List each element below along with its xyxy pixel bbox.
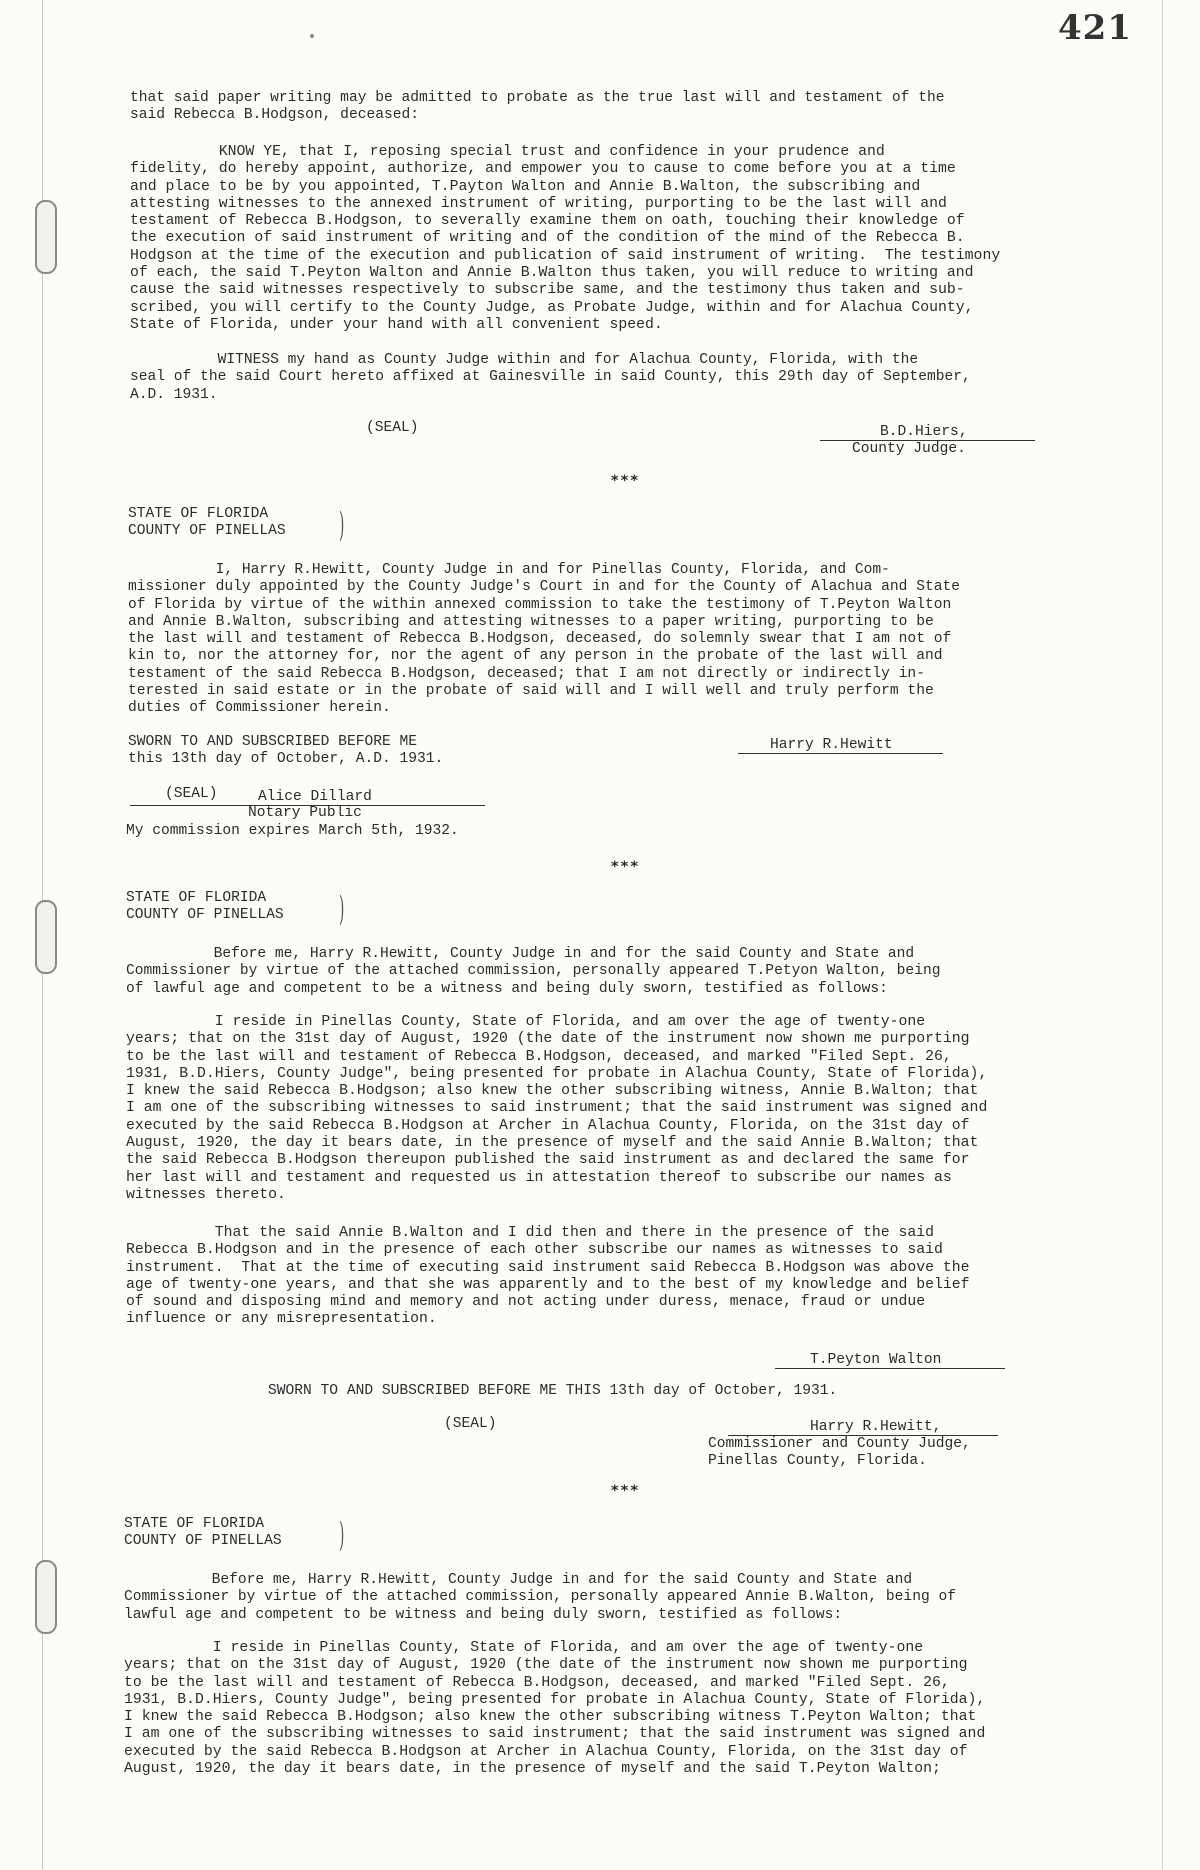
paragraph-witness: WITNESS my hand as County Judge within and for Alachua County, Florida, with the seal of the said Court hereto affixed at Gainesville in said County, this 29th day of September, A.D. 1931. bbox=[130, 352, 971, 403]
notary-signature: Alice Dillard bbox=[258, 789, 372, 805]
binder-hole bbox=[35, 900, 57, 974]
paragraph-know-ye: KNOW YE, that I, reposing special trust and confidence in your prudence and fidelity, do hereby appoint, authorize, and empower you to cause to come before you at a time and place to be by you appointed, T.Payton Walton and Annie B.Walton, the subscribing and attesting witnesses to the annexed instrument of writing, purporting to be the last will and testament of Rebecca B.Hodgson, to severally examine them on oath, touching their knowledge of the execution of said instrument of writing and of the condition of the mind of the Rebecca B. Hodgson at the time of the execution and publication of said instrument of writing. The testimony of each, the said T.Peyton Walton and Annie B.Walton thus taken, you will reduce to writing and cause the said witnesses respectively to subscribe same, and the testimony thus taken and sub- scribed, you will certify to the County Judge, as Probate Judge, within and for Alachua County, State of Florida, under your hand with all convenient speed. bbox=[130, 144, 1001, 333]
walton-signature: T.Peyton Walton bbox=[810, 1352, 942, 1368]
commissioner-signature: Harry R.Hewitt, bbox=[810, 1419, 942, 1435]
notary-commission: My commission expires March 5th, 1932. bbox=[126, 823, 459, 839]
binder-hole bbox=[35, 1560, 57, 1634]
paragraph-annie-testimony: I reside in Pinellas County, State of Florida, and am over the age of twenty-one years; that on the 31st day of August, 1920 (the date of the instrument now shown me purporting to be the last will and testament of Rebecca B.Hodgson, deceased, and marked "Filed Sept. 26, 1931, B.D.Hiers, County Judge", being presented for probate in Alachua County, State of Florida), I knew the said Rebecca B.Hodgson; also knew the other subscribing witness T.Peyton Walton; that I am one of the subscribing witnesses to said instrument; that the said instrument was signed and executed by the said Rebecca B.Hodgson at Archer in Alachua County, Florida, on the 31st day of August, 1920, the day it bears date, in the presence of myself and the said T.Peyton Walton; bbox=[124, 1640, 986, 1778]
section-separator: *** bbox=[610, 472, 640, 489]
ink-speck bbox=[310, 34, 314, 38]
notary-title: Notary Public bbox=[248, 805, 362, 821]
signature-line bbox=[775, 1368, 1005, 1369]
seal-label: (SEAL) bbox=[165, 786, 218, 802]
paragraph-commissioner-oath: I, Harry R.Hewitt, County Judge in and for Pinellas County, Florida, and Com- missioner duly appointed by the County Judge's Court in and for the County of Alachua and State of Florida by virtue of the within annexed commission to take the testimony of T.Peyton Walton and Annie B.Walton, subscribing and attesting witnesses to a paper writing, purporting to be the last will and testament of Rebecca B.Hodgson, deceased, do solemnly swear that I am not of kin to, nor the attorney for, nor the agent of any person in the probate of the last will and testament of the said Rebecca B.Hodgson, deceased; that I am not directly or indirectly in- terested in said estate or in the probate of said will and I will well and truly perform the duties of Commissioner herein. bbox=[128, 562, 960, 717]
sworn-statement: SWORN TO AND SUBSCRIBED BEFORE ME THIS 13th day of October, 1931. bbox=[268, 1383, 838, 1399]
venue-brace: ) bbox=[338, 1515, 345, 1555]
paragraph-walton-attestation: That the said Annie B.Walton and I did then and there in the presence of the said Rebecca B.Hodgson and in the presence of each other subscribe our names as witnesses to said instrument. That at the time of executing said instrument said Rebecca B.Hodgson was above the age of twenty-one years, and that she was apparently and to the best of my knowledge and belief of sound and disposing mind and memory and not acting under duress, menace, fraud or undue influence or any misrepresentation. bbox=[126, 1225, 970, 1328]
venue-brace: ) bbox=[338, 889, 345, 929]
paragraph-walton-appearance: Before me, Harry R.Hewitt, County Judge in and for the said County and State and Commissioner by virtue of the attached commission, personally appeared T.Petyon Walton, being of lawful age and competent to be a witness and being duly sworn, testified as follows: bbox=[126, 946, 941, 997]
section-separator: *** bbox=[610, 1482, 640, 1499]
signature-line bbox=[738, 753, 943, 754]
section-separator: *** bbox=[610, 858, 640, 875]
judge-title: County Judge. bbox=[852, 441, 966, 457]
venue-heading: STATE OF FLORIDA COUNTY OF PINELLAS bbox=[126, 890, 284, 924]
page-right-border bbox=[1162, 0, 1163, 1870]
paragraph-walton-testimony: I reside in Pinellas County, State of Florida, and am over the age of twenty-one years; that on the 31st day of August, 1920 (the date of the instrument now shown me purporting to be the last will and testament of Rebecca B.Hodgson, deceased, and marked "Filed Sept. 26, 1931, B.D.Hiers, County Judge", being presented for probate in Alachua County, State of Florida), I knew the said Rebecca B.Hodgson; also knew the other subscribing witness, Annie B.Walton; that I am one of the subscribing witnesses to said instrument; that the said instrument was signed and executed by the said Rebecca B.Hodgson at Archer in Alachua County, Florida, on the 31st day of August, 1920, the day it bears date, in the presence of myself and the said Annie B.Walton; that the said Rebecca B.Hodgson thereupon published the said instrument as and declared the same for her last will and testament and requested us in attestation thereof to subscribe our names as witnesses thereto. bbox=[126, 1014, 988, 1203]
judge-signature: B.D.Hiers, bbox=[880, 424, 968, 440]
sworn-statement: SWORN TO AND SUBSCRIBED BEFORE ME this 13th day of October, A.D. 1931. bbox=[128, 734, 444, 768]
paragraph-intro: that said paper writing may be admitted to probate as the true last will and testament of the said Rebecca B.Hodgson, deceased: bbox=[130, 90, 945, 124]
paragraph-annie-appearance: Before me, Harry R.Hewitt, County Judge in and for the said County and State and Commissioner by virtue of the attached commission, personally appeared Annie B.Walton, being of lawful age and competent to be witness and being duly sworn, testified as follows: bbox=[124, 1572, 956, 1623]
page-number: 421 bbox=[1058, 8, 1132, 48]
venue-heading: STATE OF FLORIDA COUNTY OF PINELLAS bbox=[128, 506, 286, 540]
hewitt-signature: Harry R.Hewitt bbox=[770, 737, 893, 753]
venue-brace: ) bbox=[338, 505, 345, 545]
seal-label: (SEAL) bbox=[444, 1416, 497, 1432]
commissioner-title: Commissioner and County Judge, Pinellas County, Florida. bbox=[708, 1436, 971, 1470]
binder-hole bbox=[35, 200, 57, 274]
venue-heading: STATE OF FLORIDA COUNTY OF PINELLAS bbox=[124, 1516, 282, 1550]
seal-label: (SEAL) bbox=[366, 420, 419, 436]
